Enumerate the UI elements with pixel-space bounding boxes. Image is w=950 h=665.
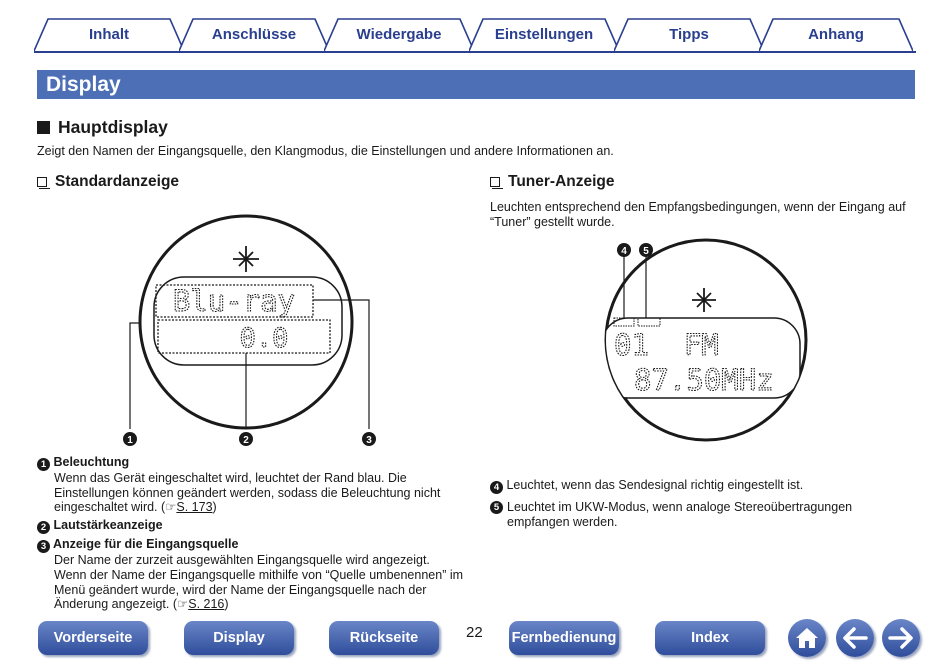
hand-pointer-icon: ☞: [177, 597, 189, 611]
svg-text:1: 1: [127, 435, 133, 446]
number-badge: 5: [490, 501, 503, 514]
display-volume-text: 0.0: [239, 323, 289, 354]
tab-inhalt[interactable]: [34, 18, 184, 51]
section-heading-text: Hauptdisplay: [58, 117, 168, 137]
legend-title: Beleuchtung: [53, 455, 130, 469]
section-intro: Zeigt den Namen der Eingangsquelle, den Klangmodus, die Einstellungen und andere Informationen an.: [37, 144, 614, 158]
arrow-left-icon: [842, 627, 868, 649]
legend-item-3-text2: Wenn der Name der Eingangsquelle mithilfe von “Quelle umbenennen” im Menü geändert wurde, wird der Name der Eingangsquelle nach der Änderung angezeigt. (☞S. 216): [54, 568, 464, 611]
number-badge: 2: [37, 521, 50, 534]
square-bullet-icon: [37, 121, 50, 134]
standard-display-illustration: [118, 205, 388, 455]
legend-text: Wenn das Gerät eingeschaltet wird, leuchtet der Rand blau. Die Einstellungen können geändert werden, sodass die Beleuchtung nicht eingeschaltet wird.: [54, 471, 441, 514]
left-legend: [37, 455, 467, 612]
back-button[interactable]: [836, 619, 874, 657]
tab-label: Anschlüsse: [211, 26, 297, 43]
callout-2: [239, 432, 253, 446]
nav-fernbedienung-button[interactable]: Fernbedienung: [509, 621, 619, 655]
page-ref-link[interactable]: S. 173: [176, 500, 213, 514]
legend-item-5: [490, 500, 910, 529]
page-title: Display: [37, 70, 915, 99]
svg-text:5: 5: [643, 246, 649, 257]
legend-item-3-text: Der Name der zurzeit ausgewählten Eingangsquelle wird angezeigt.: [54, 552, 430, 567]
legend-item-1-text: Wenn das Gerät eingeschaltet wird, leuchtet der Rand blau. Die Einstellungen können geändert werden, sodass die Beleuchtung nicht eingeschaltet wird. (☞S. 173): [54, 471, 441, 514]
home-button[interactable]: [788, 619, 826, 657]
tab-label: Einstellungen: [494, 26, 594, 43]
tuner-display-heading: [490, 173, 615, 191]
arrow-right-icon: [888, 627, 914, 649]
number-badge: 3: [37, 540, 50, 553]
legend-title: Lautstärkeanzeige: [53, 517, 163, 532]
nav-vorderseite-button[interactable]: Vorderseite: [38, 621, 148, 655]
standard-display-heading: [37, 173, 179, 191]
legend-title: Anzeige für die Eingangsquelle: [53, 536, 239, 551]
hand-pointer-icon: ☞: [165, 500, 177, 514]
tab-baseline: [34, 51, 916, 53]
tuner-frequency-text: 87.50MHz: [634, 363, 774, 397]
legend-item-2-title: [37, 518, 467, 534]
tuner-display-illustration: [598, 238, 818, 443]
number-badge: 1: [37, 458, 50, 471]
svg-text:2: 2: [243, 435, 249, 446]
nav-display-button[interactable]: Display: [184, 621, 294, 655]
legend-item-1-title: [37, 455, 467, 471]
callout-5: [639, 243, 653, 257]
tab-wiedergabe[interactable]: [324, 18, 474, 51]
leader-line-1: [130, 323, 140, 429]
legend-text: Leuchtet im UKW-Modus, wenn analoge Stereoübertragungen empfangen werden.: [507, 500, 853, 529]
display-source-text: Blu-ray: [172, 284, 296, 318]
legend-text: Wenn der Name der Eingangsquelle mithilfe von “Quelle umbenennen” im Menü geändert wurde, wird der Name der Eingangsquelle nach der Änderung angezeigt.: [54, 568, 464, 611]
legend-text: Leuchtet, wenn das Sendesignal richtig eingestellt ist.: [506, 478, 804, 492]
right-legend: [490, 478, 910, 529]
tab-anschluesse[interactable]: [179, 18, 329, 51]
tab-label: Inhalt: [89, 26, 129, 43]
callout-3: [362, 432, 376, 446]
tab-anhang[interactable]: [759, 18, 913, 51]
heading-text: Standardanzeige: [55, 173, 180, 190]
tab-einstellungen[interactable]: [469, 18, 619, 51]
nav-index-button[interactable]: Index: [655, 621, 765, 655]
legend-item-4: [490, 478, 910, 494]
tuner-intro: Leuchten entsprechend den Empfangsbedingungen, wenn der Eingang auf “Tuner” gestellt wurde.: [490, 200, 906, 229]
tuner-preset-text: 01 FM: [614, 328, 719, 362]
svg-text:3: 3: [366, 435, 372, 446]
checkbox-bullet-icon: [490, 177, 500, 187]
tab-label: Anhang: [808, 26, 864, 43]
callout-1: [123, 432, 137, 446]
nav-rueckseite-button[interactable]: Rückseite: [329, 621, 439, 655]
forward-button[interactable]: [882, 619, 920, 657]
page-ref-link[interactable]: S. 216: [188, 597, 225, 611]
heading-text: Tuner-Anzeige: [508, 173, 615, 190]
legend-item-3-title: [37, 537, 467, 553]
svg-text:4: 4: [621, 246, 627, 257]
tab-label: Tipps: [669, 26, 709, 43]
number-badge: 4: [490, 481, 503, 494]
page-number: 22: [466, 624, 483, 641]
checkbox-bullet-icon: [37, 177, 47, 187]
tab-tipps[interactable]: [614, 18, 764, 51]
tab-label: Wiedergabe: [356, 26, 442, 43]
section-heading: [37, 117, 168, 138]
home-icon: [794, 626, 820, 650]
callout-4: [617, 243, 631, 257]
